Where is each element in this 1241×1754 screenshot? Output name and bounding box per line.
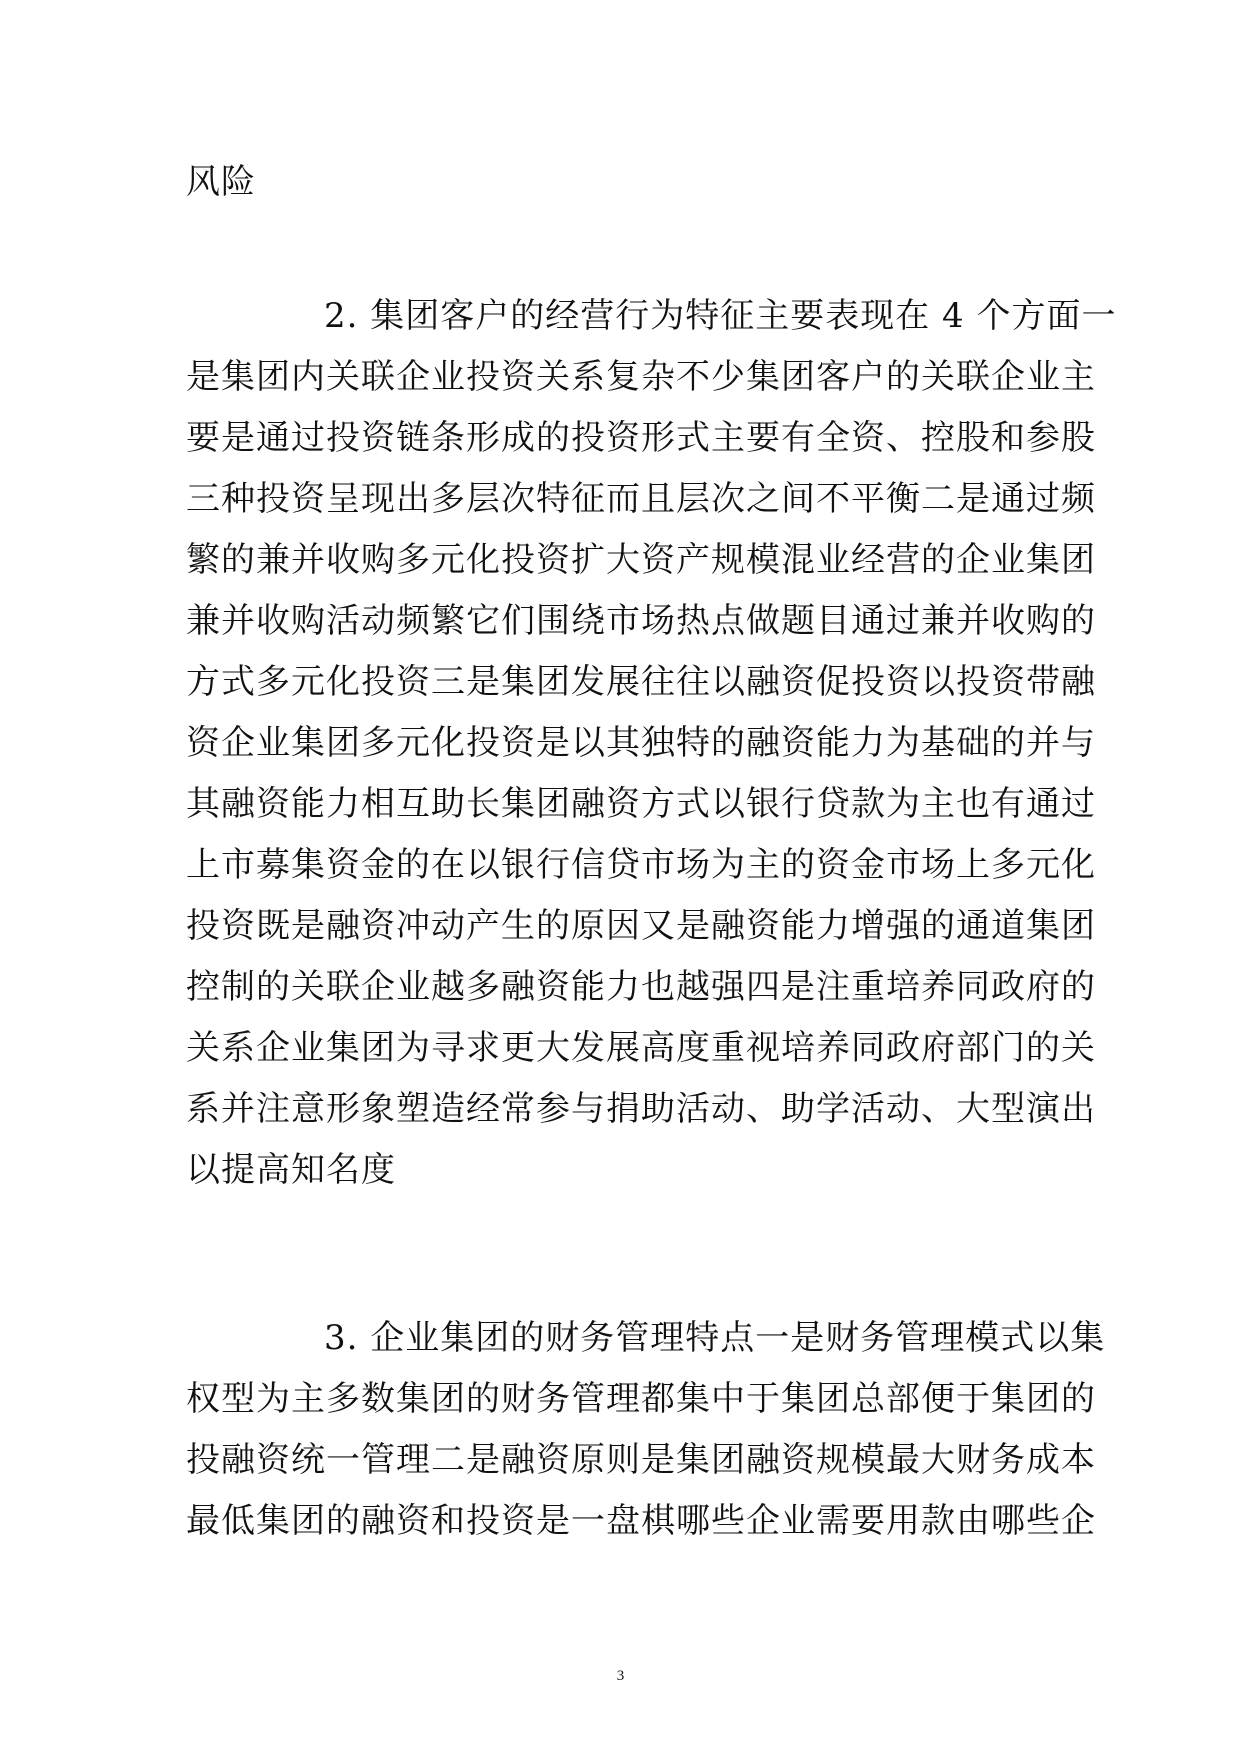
paragraph-line: 其融资能力相互助长集团融资方式以银行贷款为主也有通过 bbox=[186, 784, 1096, 824]
paragraph-line: 繁的兼并收购多元化投资扩大资产规模混业经营的企业集团 bbox=[186, 540, 1096, 580]
paragraph-line: 投资既是融资冲动产生的原因又是融资能力增强的通道集团 bbox=[186, 906, 1096, 946]
paragraph-line: 三种投资呈现出多层次特征而且层次之间不平衡二是通过频 bbox=[186, 479, 1096, 519]
paragraph-line: 以提高知名度 bbox=[186, 1150, 396, 1190]
paragraph-line: 是集团内关联企业投资关系复杂不少集团客户的关联企业主 bbox=[186, 357, 1096, 397]
paragraph-3 bbox=[186, 1308, 1106, 1552]
paragraph-line: 投融资统一管理二是融资原则是集团融资规模最大财务成本 bbox=[186, 1440, 1096, 1480]
paragraph-line: 资企业集团多元化投资是以其独特的融资能力为基础的并与 bbox=[186, 723, 1096, 763]
paragraph-line: 3. 企业集团的财务管理特点一是财务管理模式以集 bbox=[324, 1318, 1106, 1358]
paragraph-line: 兼并收购活动频繁它们围绕市场热点做题目通过兼并收购的 bbox=[186, 601, 1096, 641]
paragraph-line: 系并注意形象塑造经常参与捐助活动、助学活动、大型演出 bbox=[186, 1089, 1096, 1129]
paragraph-line: 要是通过投资链条形成的投资形式主要有全资、控股和参股 bbox=[186, 418, 1096, 458]
paragraph-line: 方式多元化投资三是集团发展往往以融资促投资以投资带融 bbox=[186, 662, 1096, 702]
page-number: 3 bbox=[616, 1668, 625, 1684]
paragraph-line: 权型为主多数集团的财务管理都集中于集团总部便于集团的 bbox=[186, 1379, 1096, 1419]
paragraph-line: 最低集团的融资和投资是一盘棋哪些企业需要用款由哪些企 bbox=[186, 1501, 1096, 1541]
paragraph-2 bbox=[186, 286, 1117, 1201]
paragraph-line: 关系企业集团为寻求更大发展高度重视培养同政府部门的关 bbox=[186, 1028, 1096, 1068]
paragraph-line: 上市募集资金的在以银行信贷市场为主的资金市场上多元化 bbox=[186, 845, 1096, 885]
paragraph-line: 控制的关联企业越多融资能力也越强四是注重培养同政府的 bbox=[186, 967, 1096, 1007]
continuation-text bbox=[186, 152, 1056, 213]
paragraph-line: 风险 bbox=[186, 162, 256, 202]
paragraph-line: 2. 集团客户的经营行为特征主要表现在 4 个方面一 bbox=[324, 296, 1117, 336]
